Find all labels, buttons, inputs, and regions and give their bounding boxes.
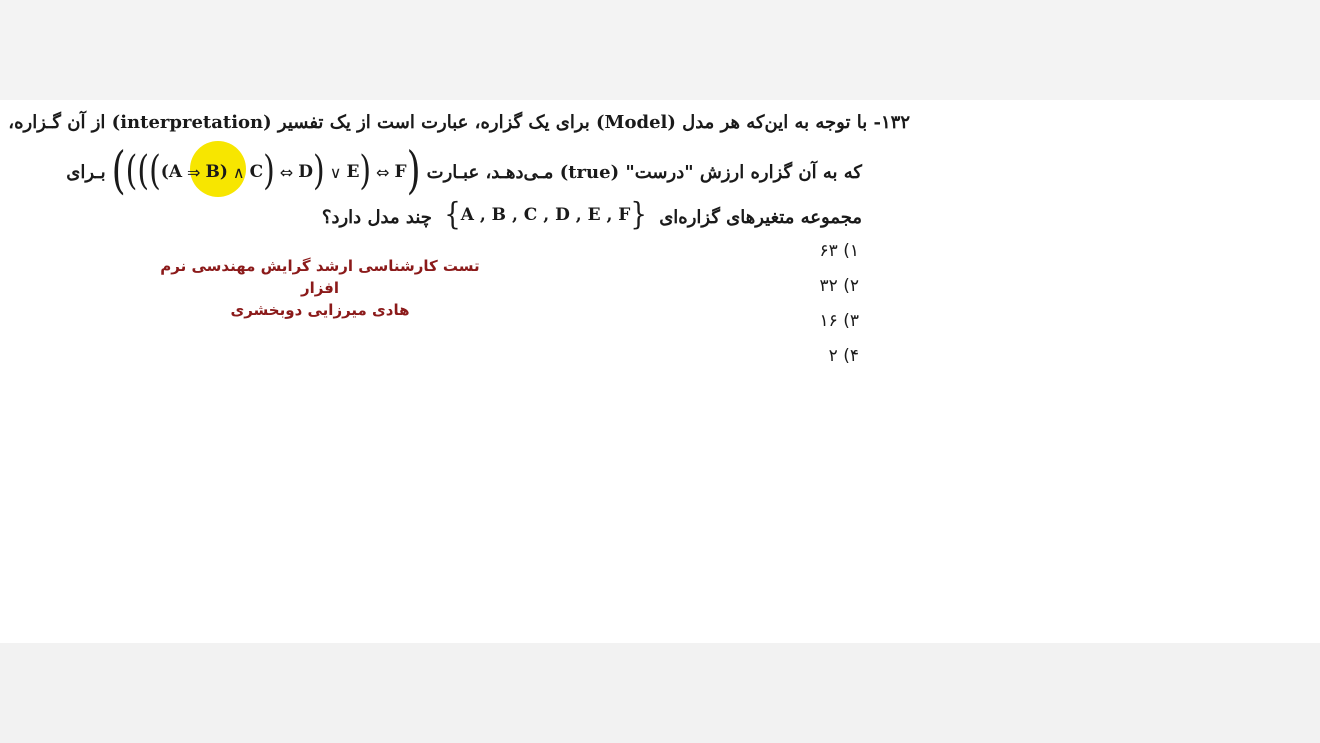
top-letterbox <box>0 0 1320 100</box>
logic-formula: ( ( ( ( ( A ⇒ B ) ∧ C ) ⇔ D ) ∨ E ) ⇔ F ) <box>111 142 421 200</box>
question-line-1: ۱۳۲- با توجه به این‌که هر مدل (Model) برای یک گزاره، عبارت است از یک تفسیر (interpretation) از آن گـزاره، <box>8 112 910 133</box>
variable-set: { A , B , C , D , E , F } <box>444 197 647 233</box>
option-2: ۲) ۳۲ <box>819 276 859 296</box>
question-line-3: مجموعه متغیرهای گزاره‌ای { A , B , C , D , E , F } چند مدل دارد؟ <box>321 197 862 233</box>
option-3: ۳) ۱۶ <box>819 311 859 331</box>
question-line-2-tail: بـرای <box>66 161 106 183</box>
author-watermark <box>140 255 500 321</box>
watermark-line-1: تست کارشناسی ارشد گرایش مهندسی نرم افزار <box>160 257 480 297</box>
question-line-2-text: که به آن گزاره ارزش "درست" (true) مـی‌دهـد، عبـارت <box>426 161 862 183</box>
watermark-line-2: هادی میرزایی دوبخشری <box>230 301 410 319</box>
question-line-2 <box>66 142 862 200</box>
option-1: ۱) ۶۳ <box>819 241 859 261</box>
bottom-letterbox <box>0 643 1320 743</box>
option-4: ۴) ۲ <box>828 346 859 366</box>
